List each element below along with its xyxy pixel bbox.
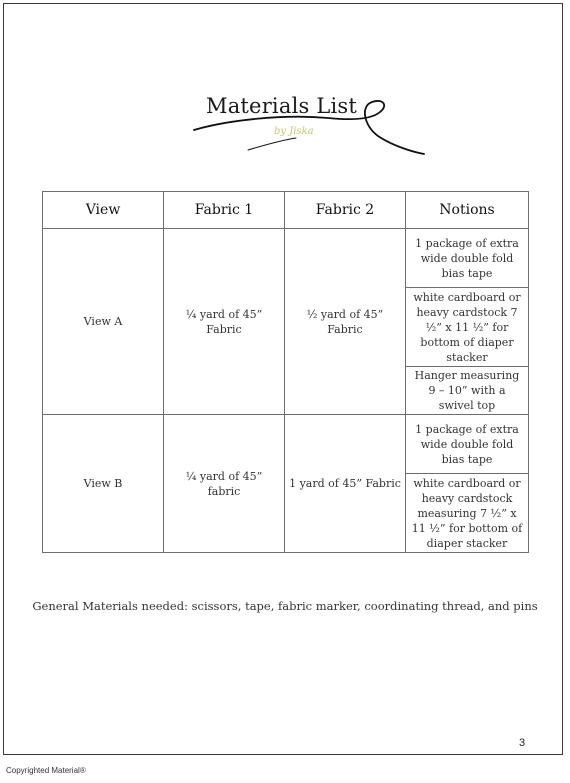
- view-b-fabric-2-cell: 1 yard of 45” Fabric: [285, 415, 406, 553]
- view-b-cell: View B: [43, 415, 164, 553]
- view-b-fabric-1-cell: ¼ yard of 45” fabric: [164, 415, 285, 553]
- view-a-notion-bias-tape: 1 package of extra wide double fold bias tape: [406, 229, 529, 288]
- column-header-notions: Notions: [406, 192, 529, 229]
- general-materials-text: General Materials needed: scissors, tape, fabric marker, coordinating thread, and pins: [32, 599, 538, 613]
- materials-table: [42, 191, 529, 553]
- table-row: [43, 229, 529, 288]
- view-b-notion-cardboard: white cardboard or heavy cardstock measuring 7 ½” x 11 ½” for bottom of diaper stacker: [406, 474, 529, 553]
- table-header-row: [43, 192, 529, 229]
- view-a-notion-cardboard: white cardboard or heavy cardstock 7 ½” x 11 ½” for bottom of diaper stacker: [406, 288, 529, 367]
- column-header-fabric-2: Fabric 2: [285, 192, 406, 229]
- column-header-fabric-1: Fabric 1: [164, 192, 285, 229]
- view-a-notion-hanger: Hanger measuring 9 – 10” with a swivel top: [406, 367, 529, 415]
- view-a-fabric-1-cell: ¼ yard of 45” Fabric: [164, 229, 285, 415]
- column-header-view: View: [43, 192, 164, 229]
- table-row: [43, 415, 529, 474]
- view-a-cell: View A: [43, 229, 164, 415]
- materials-list-header: [188, 88, 428, 163]
- page-number: 3: [519, 737, 526, 749]
- view-a-fabric-2-cell: ½ yard of 45” Fabric: [285, 229, 406, 415]
- view-b-notion-bias-tape: 1 package of extra wide double fold bias tape: [406, 415, 529, 474]
- copyright-notice: Copyrighted Material®: [6, 766, 86, 775]
- signature-logo: by Jiska: [274, 126, 314, 137]
- page-title: Materials List: [206, 94, 358, 118]
